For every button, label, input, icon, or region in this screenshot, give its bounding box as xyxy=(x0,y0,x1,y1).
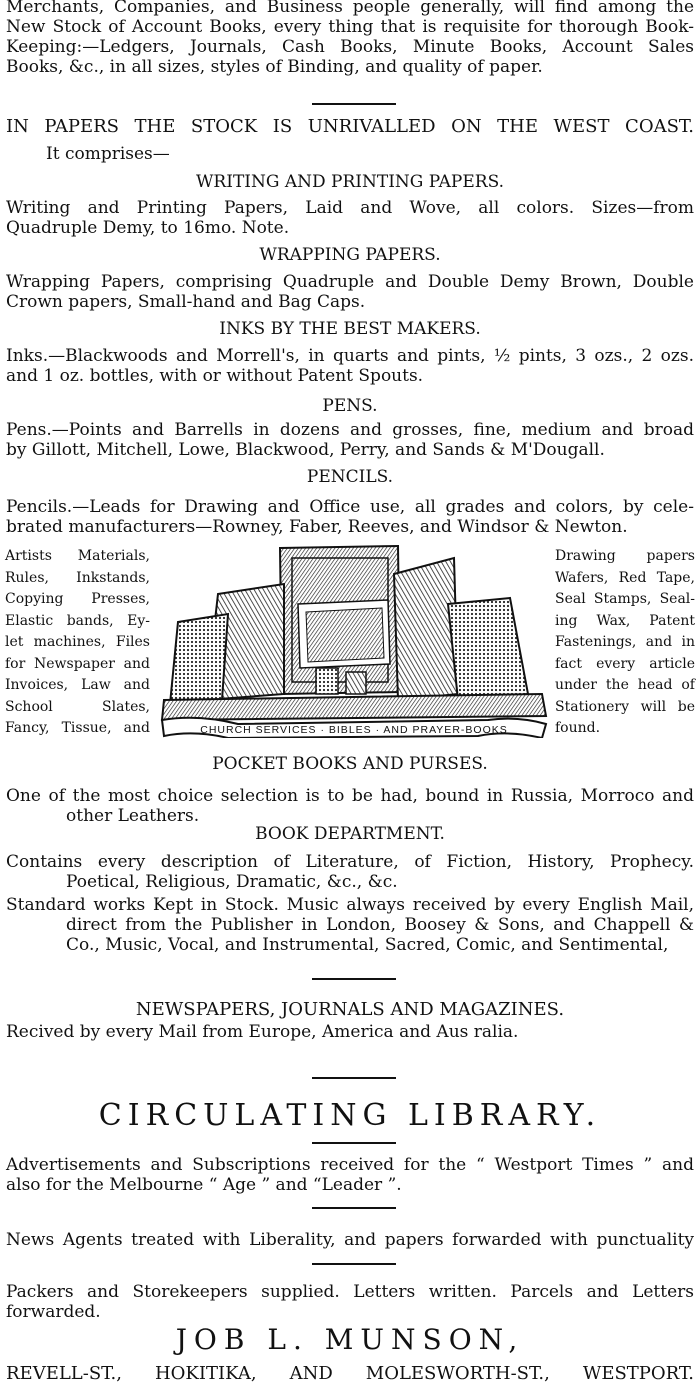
writing-heading: WRITING AND PRINTING PAPERS. xyxy=(195,172,505,192)
address-line: REVELL-ST., HOKITIKA, AND MOLESWORTH-ST., WESTPORT. xyxy=(6,1363,694,1384)
left-column-line: Fancy, Tissue, and xyxy=(5,720,150,736)
left-column-line: Artists Materials, xyxy=(5,548,150,564)
packers-line-2: forwarded. xyxy=(6,1302,101,1322)
right-column xyxy=(555,546,695,740)
right-column-line: found. xyxy=(555,720,601,736)
newspapers-heading: NEWSPAPERS, JOURNALS AND MAGAZINES. xyxy=(135,999,565,1020)
library-line-1: Advertisements and Subscriptions received for the “ Westport Times ” and xyxy=(6,1155,694,1175)
right-column-line: Stationery will be xyxy=(555,698,695,715)
left-column-line: for Newspaper and xyxy=(5,655,150,672)
pens-line-1: Pens.—Points and Barrells in dozens and grosses, fine, medium and broad xyxy=(6,420,694,440)
left-column-line: Copying Presses, xyxy=(5,591,150,607)
pens-heading: PENS. xyxy=(322,396,378,416)
divider-rule xyxy=(312,1207,396,1209)
inks-heading: INKS BY THE BEST MAKERS. xyxy=(219,319,481,339)
divider-rule xyxy=(312,1263,396,1265)
wrapping-line-1: Wrapping Papers, comprising Quadruple and Double Demy Brown, Double xyxy=(6,272,694,292)
book-dept-line-4: direct from the Publisher in London, Boosey & Sons, and Chappell & xyxy=(66,915,694,935)
book-dept-line-5: Co., Music, Vocal, and Instrumental, Sacred, Comic, and Sentimental, xyxy=(66,935,669,955)
wrapping-heading: WRAPPING PAPERS. xyxy=(259,245,441,265)
pocket-line-2: other Leathers. xyxy=(66,806,200,826)
pens-line-2: by Gillott, Mitchell, Lowe, Blackwood, Perry, and Sands & M'Dougall. xyxy=(6,440,605,460)
left-column-line: Rules, Inkstands, xyxy=(5,569,150,586)
packers-line-1: Packers and Storekeepers supplied. Letters written. Parcels and Letters xyxy=(6,1282,694,1302)
book-dept-heading: BOOK DEPARTMENT. xyxy=(255,824,445,844)
right-column-line: Wafers, Red Tape, xyxy=(555,569,695,586)
engraving-banner-text: CHURCH SERVICES · BIBLES · AND PRAYER-BOOKS xyxy=(200,724,508,736)
newspapers-line: Recived by every Mail from Europe, America and Aus ralia. xyxy=(6,1022,519,1042)
right-column-line: fact every article xyxy=(555,655,695,672)
right-column-line: Seal Stamps, Seal- xyxy=(555,591,695,607)
papers-comprises: It comprises— xyxy=(46,144,170,164)
intro-line-1: Merchants, Companies, and Business people generally, will find among the xyxy=(6,0,694,17)
right-column-line: under the head of xyxy=(555,677,695,693)
intro-line-3: Keeping:—Ledgers, Journals, Cash Books, Minute Books, Account Sales xyxy=(6,37,694,57)
library-heading: CIRCULATING LIBRARY. xyxy=(98,1098,602,1133)
pocket-line-1: One of the most choice selection is to be had, bound in Russia, Morroco and xyxy=(6,786,694,806)
left-column-line: School Slates, xyxy=(5,698,150,715)
book-dept-line-2: Poetical, Religious, Dramatic, &c., &c. xyxy=(66,872,398,892)
papers-headline: IN PAPERS THE STOCK IS UNRIVALLED ON THE WEST COAST. xyxy=(6,116,694,137)
pencils-line-2: brated manufacturers—Rowney, Faber, Reeves, and Windsor & Newton. xyxy=(6,517,628,537)
inks-line-2: and 1 oz. bottles, with or without Patent Spouts. xyxy=(6,366,424,386)
intro-line-4: Books, &c., in all sizes, styles of Binding, and quality of paper. xyxy=(6,57,543,77)
pencils-heading: PENCILS. xyxy=(306,467,394,487)
book-dept-line-1: Contains every description of Literature, of Fiction, History, Prophecy. xyxy=(6,852,694,872)
writing-line-1: Writing and Printing Papers, Laid and Wove, all colors. Sizes—from xyxy=(6,198,694,218)
divider-rule xyxy=(312,1077,396,1079)
left-column-line: let machines, Files xyxy=(5,634,150,650)
wrapping-line-2: Crown papers, Small-hand and Bag Caps. xyxy=(6,292,366,312)
left-column-line: Elastic bands, Ey- xyxy=(5,612,150,629)
books-engraving xyxy=(158,544,550,738)
news-agents-line: News Agents treated with Liberality, and papers forwarded with punctuality xyxy=(6,1230,694,1250)
writing-line-2: Quadruple Demy, to 16mo. Note. xyxy=(6,218,290,238)
right-column-line: ing Wax, Patent xyxy=(555,612,695,629)
divider-rule xyxy=(312,103,396,105)
intro-line-2: New Stock of Account Books, every thing that is requisite for thorough Book- xyxy=(6,17,694,37)
right-column-line: Fastenings, and in xyxy=(555,634,695,650)
pencils-line-1: Pencils.—Leads for Drawing and Office use, all grades and colors, by cele- xyxy=(6,497,694,517)
library-line-2: also for the Melbourne “ Age ” and “Leader ”. xyxy=(6,1175,402,1195)
left-column-line: Invoices, Law and xyxy=(5,677,150,693)
divider-rule xyxy=(312,978,396,980)
right-column-line: Drawing papers xyxy=(555,548,695,564)
inks-line-1: Inks.—Blackwoods and Morrell's, in quarts and pints, ½ pints, 3 ozs., 2 ozs. xyxy=(6,346,694,366)
book-dept-line-3: Standard works Kept in Stock. Music always received by every English Mail, xyxy=(6,895,694,915)
left-column xyxy=(5,546,150,740)
divider-rule xyxy=(312,1142,396,1144)
proprietor-name: JOB L. MUNSON, xyxy=(175,1323,525,1356)
pocket-heading: POCKET BOOKS AND PURSES. xyxy=(212,754,488,774)
